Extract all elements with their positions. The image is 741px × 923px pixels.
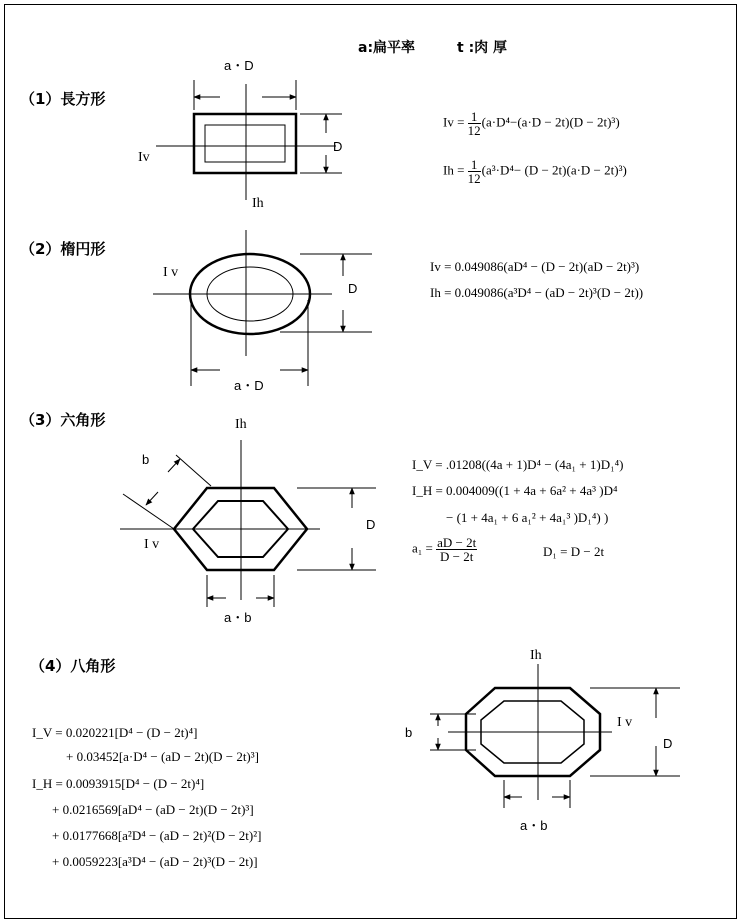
hexagon-width-label: a・b	[224, 610, 252, 625]
section-title-octagon: （4）八角形	[30, 657, 116, 675]
section-title-hexagon: （3）六角形	[20, 411, 106, 429]
octagon-ih-formula-line4: + 0.0059223[a³D⁴ − (aD − 2t)³(D − 2t)]	[52, 854, 258, 869]
hexagon-b-label: b	[142, 452, 150, 467]
hexagon-a1-formula: a₁ = $\frac{aD - 2t}{D - 2t}$	[412, 535, 477, 564]
hexagon-iv-formula: I_V = .01208((4a + 1)D⁴ − (4a₁ + 1)D₁⁴)	[412, 457, 624, 472]
rect-iv-axis-label: Iv	[138, 150, 150, 165]
hexagon-height-label: D	[366, 517, 376, 532]
rect-height-label: D	[333, 139, 343, 154]
octagon-ih-formula-line2: + 0.0216569[aD⁴ − (aD − 2t)(D − 2t)³]	[52, 802, 254, 817]
legend-flatness: a:扁平率	[358, 40, 416, 56]
rect-width-label: a・D	[224, 58, 254, 73]
rect-ih-formula: Ih = $\frac{1}{12}$ (a³·D⁴− (D − 2t)(a·D − 2t)³)	[443, 157, 627, 186]
ellipse-section	[153, 230, 372, 386]
octagon-width-label: a・b	[520, 818, 548, 833]
hexagon-section	[120, 440, 376, 607]
section-title-ellipse: （2）楕円形	[20, 240, 106, 258]
octagon-ih-formula-line3: + 0.0177668[a²D⁴ − (aD − 2t)²(D − 2t)²]	[52, 828, 262, 843]
hexagon-ih-axis-label: Ih	[235, 417, 247, 432]
ellipse-iv-axis-label: I v	[163, 265, 179, 280]
legend-thickness: t :肉 厚	[457, 40, 508, 56]
rect-iv-formula: Iv = $\frac{1}{12}$ (a·D⁴−(a·D − 2t)(D − 2t)³)	[443, 109, 620, 138]
octagon-b-label: b	[405, 725, 413, 740]
octagon-ih-axis-label: Ih	[530, 648, 542, 663]
ellipse-height-label: D	[348, 281, 358, 296]
octagon-height-label: D	[663, 736, 673, 751]
hexagon-iv-axis-label: I v	[144, 537, 160, 552]
hexagon-d1-formula: D₁ = D − 2t	[543, 544, 605, 559]
octagon-section	[430, 664, 680, 808]
hexagon-ih-formula-line2: − (1 + 4a₁ + 6 a₁² + 4a₁³ )D₁⁴) )	[446, 510, 609, 525]
octagon-iv-formula-line2: + 0.03452[a·D⁴ − (aD − 2t)(D − 2t)³]	[66, 749, 259, 764]
rectangle-section	[156, 80, 342, 200]
octagon-iv-formula-line1: I_V = 0.020221[D⁴ − (D − 2t)⁴]	[32, 725, 198, 740]
octagon-iv-axis-label: I v	[617, 715, 633, 730]
hexagon-ih-formula-line1: I_H = 0.004009((1 + 4a + 6a² + 4a³ )D⁴	[412, 483, 618, 498]
rect-ih-axis-label: Ih	[252, 196, 264, 211]
ellipse-iv-formula: Iv = 0.049086(aD⁴ − (D − 2t)(aD − 2t)³)	[430, 259, 640, 274]
section-title-rectangle: （1）長方形	[20, 90, 106, 108]
ellipse-ih-formula: Ih = 0.049086(a³D⁴ − (aD − 2t)³(D − 2t))	[430, 285, 644, 300]
octagon-ih-formula-line1: I_H = 0.0093915[D⁴ − (D − 2t)⁴]	[32, 776, 205, 791]
ellipse-width-label: a・D	[234, 378, 264, 393]
